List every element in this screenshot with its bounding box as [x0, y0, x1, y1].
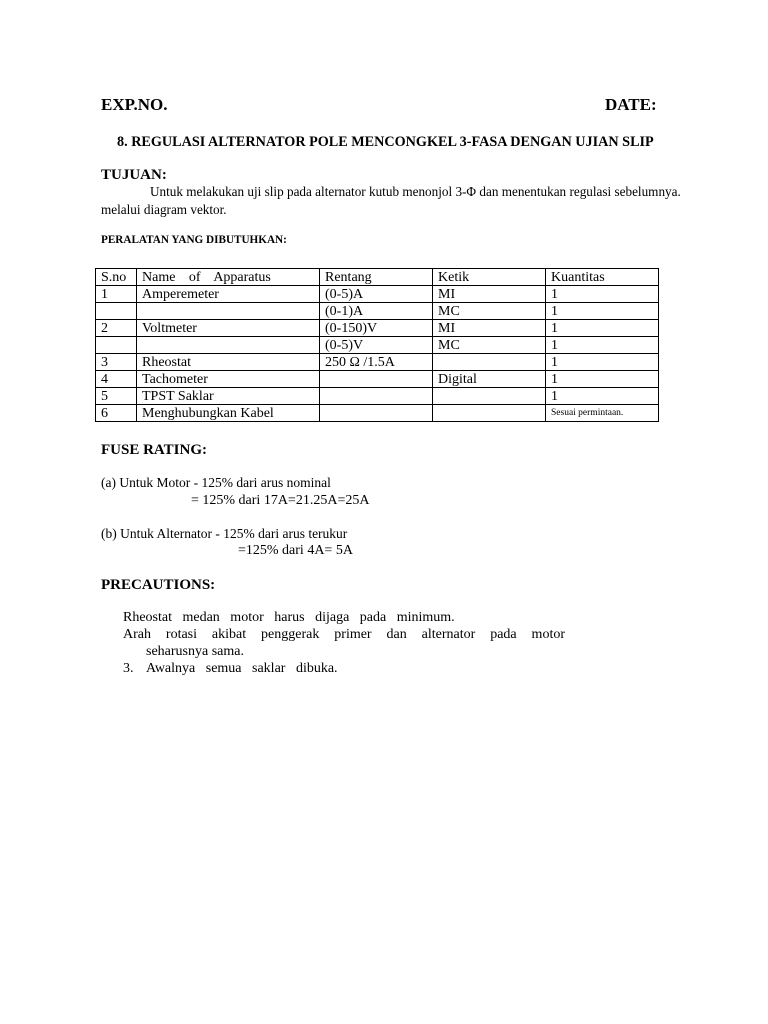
cell-type: [433, 388, 546, 405]
table-row: [96, 337, 659, 354]
cell-quantity: 1: [546, 388, 659, 405]
exp-no-label: EXP.NO.: [101, 95, 168, 114]
cell-type: MC: [433, 337, 546, 354]
table-row: [96, 405, 659, 422]
cell-sno: 3: [96, 354, 137, 371]
column-header-range: Rentang: [320, 269, 433, 286]
fuse-alternator-calc: =125% dari 4A= 5A: [238, 543, 353, 558]
fuse-motor-line: (a) Untuk Motor - 125% dari arus nominal: [101, 475, 331, 490]
precaution-item-3: Awalnya semua saklar dibuka.: [146, 661, 338, 676]
cell-range: 250 Ω /1.5A: [320, 354, 433, 371]
cell-type: [433, 405, 546, 422]
cell-quantity: 1: [546, 303, 659, 320]
precaution-item-2-line2: seharusnya sama.: [146, 644, 244, 659]
apparatus-table: [95, 268, 659, 422]
experiment-title: 8. REGULASI ALTERNATOR POLE MENCONGKEL 3-FASA DENGAN UJIAN SLIP: [117, 134, 654, 150]
cell-name: Rheostat: [137, 354, 320, 371]
cell-range: [320, 388, 433, 405]
table-row: [96, 320, 659, 337]
precautions-heading: PRECAUTIONS:: [101, 577, 216, 593]
cell-name: [137, 303, 320, 320]
cell-sno: [96, 303, 137, 320]
precaution-item-1: Rheostat medan motor harus dijaga pada minimum.: [123, 610, 455, 625]
table-row: [96, 371, 659, 388]
cell-sno: 1: [96, 286, 137, 303]
column-header-name: Name of Apparatus: [137, 269, 320, 286]
cell-quantity: 1: [546, 354, 659, 371]
table-header-row: [96, 269, 659, 286]
fuse-rating-heading: FUSE RATING:: [101, 442, 207, 458]
precaution-item-2-line1: [123, 627, 565, 643]
cell-type: MI: [433, 320, 546, 337]
cell-quantity: Sesuai permintaan.: [546, 405, 659, 422]
cell-type: [433, 354, 546, 371]
cell-sno: [96, 337, 137, 354]
cell-range: (0-5)V: [320, 337, 433, 354]
cell-quantity: 1: [546, 286, 659, 303]
column-header-sno: S.no: [96, 269, 137, 286]
cell-sno: 5: [96, 388, 137, 405]
cell-quantity: 1: [546, 371, 659, 388]
table-row: [96, 354, 659, 371]
cell-name: Voltmeter: [137, 320, 320, 337]
table-row: [96, 286, 659, 303]
cell-name: Tachometer: [137, 371, 320, 388]
cell-sno: 6: [96, 405, 137, 422]
fuse-alternator-line: (b) Untuk Alternator - 125% dari arus terukur: [101, 526, 348, 541]
objective-text-line2: melalui diagram vektor.: [101, 202, 227, 217]
cell-name: [137, 337, 320, 354]
cell-name: TPST Saklar: [137, 388, 320, 405]
precaution-item-3-number: 3.: [123, 661, 134, 676]
cell-quantity: 1: [546, 320, 659, 337]
cell-name: Menghubungkan Kabel: [137, 405, 320, 422]
cell-range: [320, 371, 433, 388]
date-label: DATE:: [605, 95, 657, 114]
cell-range: [320, 405, 433, 422]
table-row: [96, 388, 659, 405]
cell-range: (0-5)A: [320, 286, 433, 303]
precaution-item-2-line1-text: Arah rotasi akibat penggerak primer dan alternator pada motor: [123, 627, 565, 642]
cell-sno: 2: [96, 320, 137, 337]
equipment-heading: PERALATAN YANG DIBUTUHKAN:: [101, 234, 287, 246]
cell-type: Digital: [433, 371, 546, 388]
cell-type: MC: [433, 303, 546, 320]
fuse-motor-calc: = 125% dari 17A=21.25A=25A: [191, 493, 370, 508]
table-row: [96, 303, 659, 320]
column-header-type: Ketik: [433, 269, 546, 286]
cell-quantity: 1: [546, 337, 659, 354]
cell-type: MI: [433, 286, 546, 303]
objective-text-line1: Untuk melakukan uji slip pada alternator kutub menonjol 3-Φ dan menentukan regulasi sebelumnya.: [150, 184, 681, 199]
cell-name: Amperemeter: [137, 286, 320, 303]
cell-range: (0-150)V: [320, 320, 433, 337]
objective-heading: TUJUAN:: [101, 167, 167, 183]
cell-sno: 4: [96, 371, 137, 388]
column-header-quantity: Kuantitas: [546, 269, 659, 286]
cell-range: (0-1)A: [320, 303, 433, 320]
